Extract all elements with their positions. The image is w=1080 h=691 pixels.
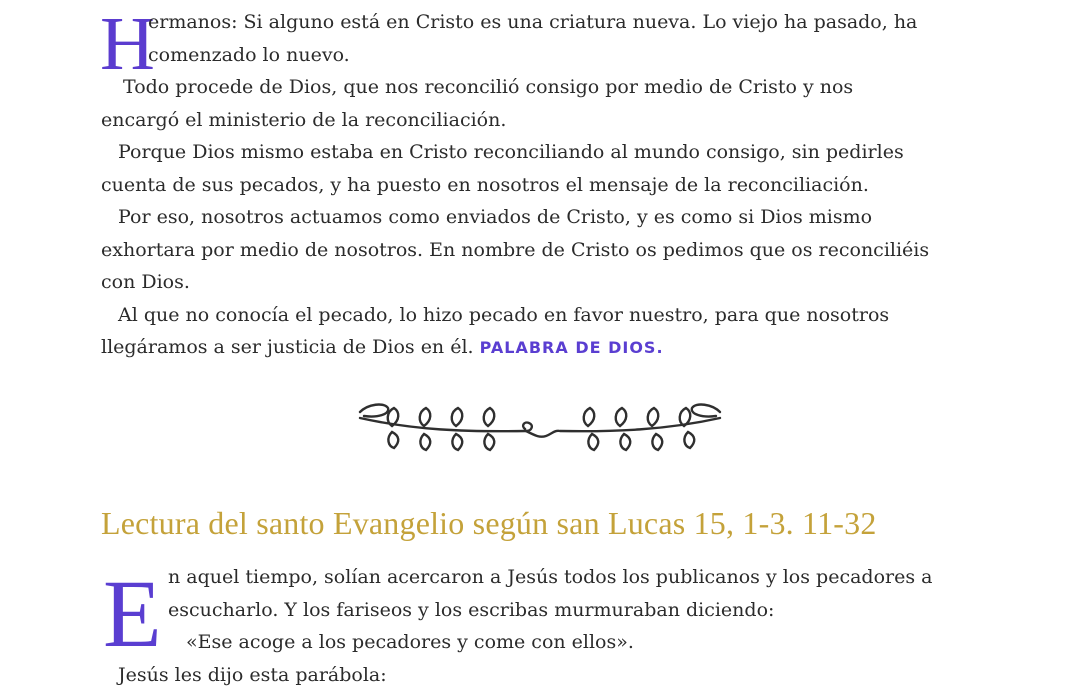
reading-line: Por eso, nosotros actuamos como enviados de Cristo, y es como si Dios mismo (101, 201, 981, 234)
reading-line: comenzado lo nuevo. (101, 39, 981, 72)
gospel-line: «Ese acoge a los pecadores y come con ellos». (101, 626, 981, 659)
reading-line: exhortara por medio de nosotros. En nombre de Cristo os pedimos que os reconciliéis (101, 234, 981, 267)
reading-line: cuenta de sus pecados, y ha puesto en nosotros el mensaje de la reconciliación. (101, 169, 981, 202)
drop-cap-gospel: E (103, 566, 162, 662)
gospel-text (101, 561, 981, 691)
palabra-de-dios-label: PALABRA DE DIOS. (480, 338, 664, 357)
reading-line: Porque Dios mismo estaba en Cristo reconciliando al mundo consigo, sin pedirles (101, 136, 981, 169)
gospel-line: escucharlo. Y los fariseos y los escribas murmuraban diciendo: (101, 594, 981, 627)
reading-line: Al que no conocía el pecado, lo hizo pecado en favor nuestro, para que nosotros (101, 299, 981, 332)
drop-cap-reading: H (100, 6, 155, 82)
gospel-line: Jesús les dijo esta parábola: (101, 659, 981, 691)
reading-line: encargó el ministerio de la reconciliación. (101, 104, 981, 137)
reading-line-last (101, 331, 981, 365)
gospel-line: n aquel tiempo, solían acercaron a Jesús todos los publicanos y los pecadores a (101, 561, 981, 594)
reading-line: Todo procede de Dios, que nos reconcilió consigo por medio de Cristo y nos (101, 71, 981, 104)
vine-divider-icon (354, 392, 726, 458)
reading-line: con Dios. (101, 266, 981, 299)
gospel-heading: Lectura del santo Evangelio según san Lucas 15, 1-3. 11-32 (101, 505, 877, 542)
reading-line: ermanos: Si alguno está en Cristo es una criatura nueva. Lo viejo ha pasado, ha (101, 6, 981, 39)
reading-line-text: llegáramos a ser justicia de Dios en él. (101, 336, 474, 358)
reading-text (101, 6, 981, 365)
